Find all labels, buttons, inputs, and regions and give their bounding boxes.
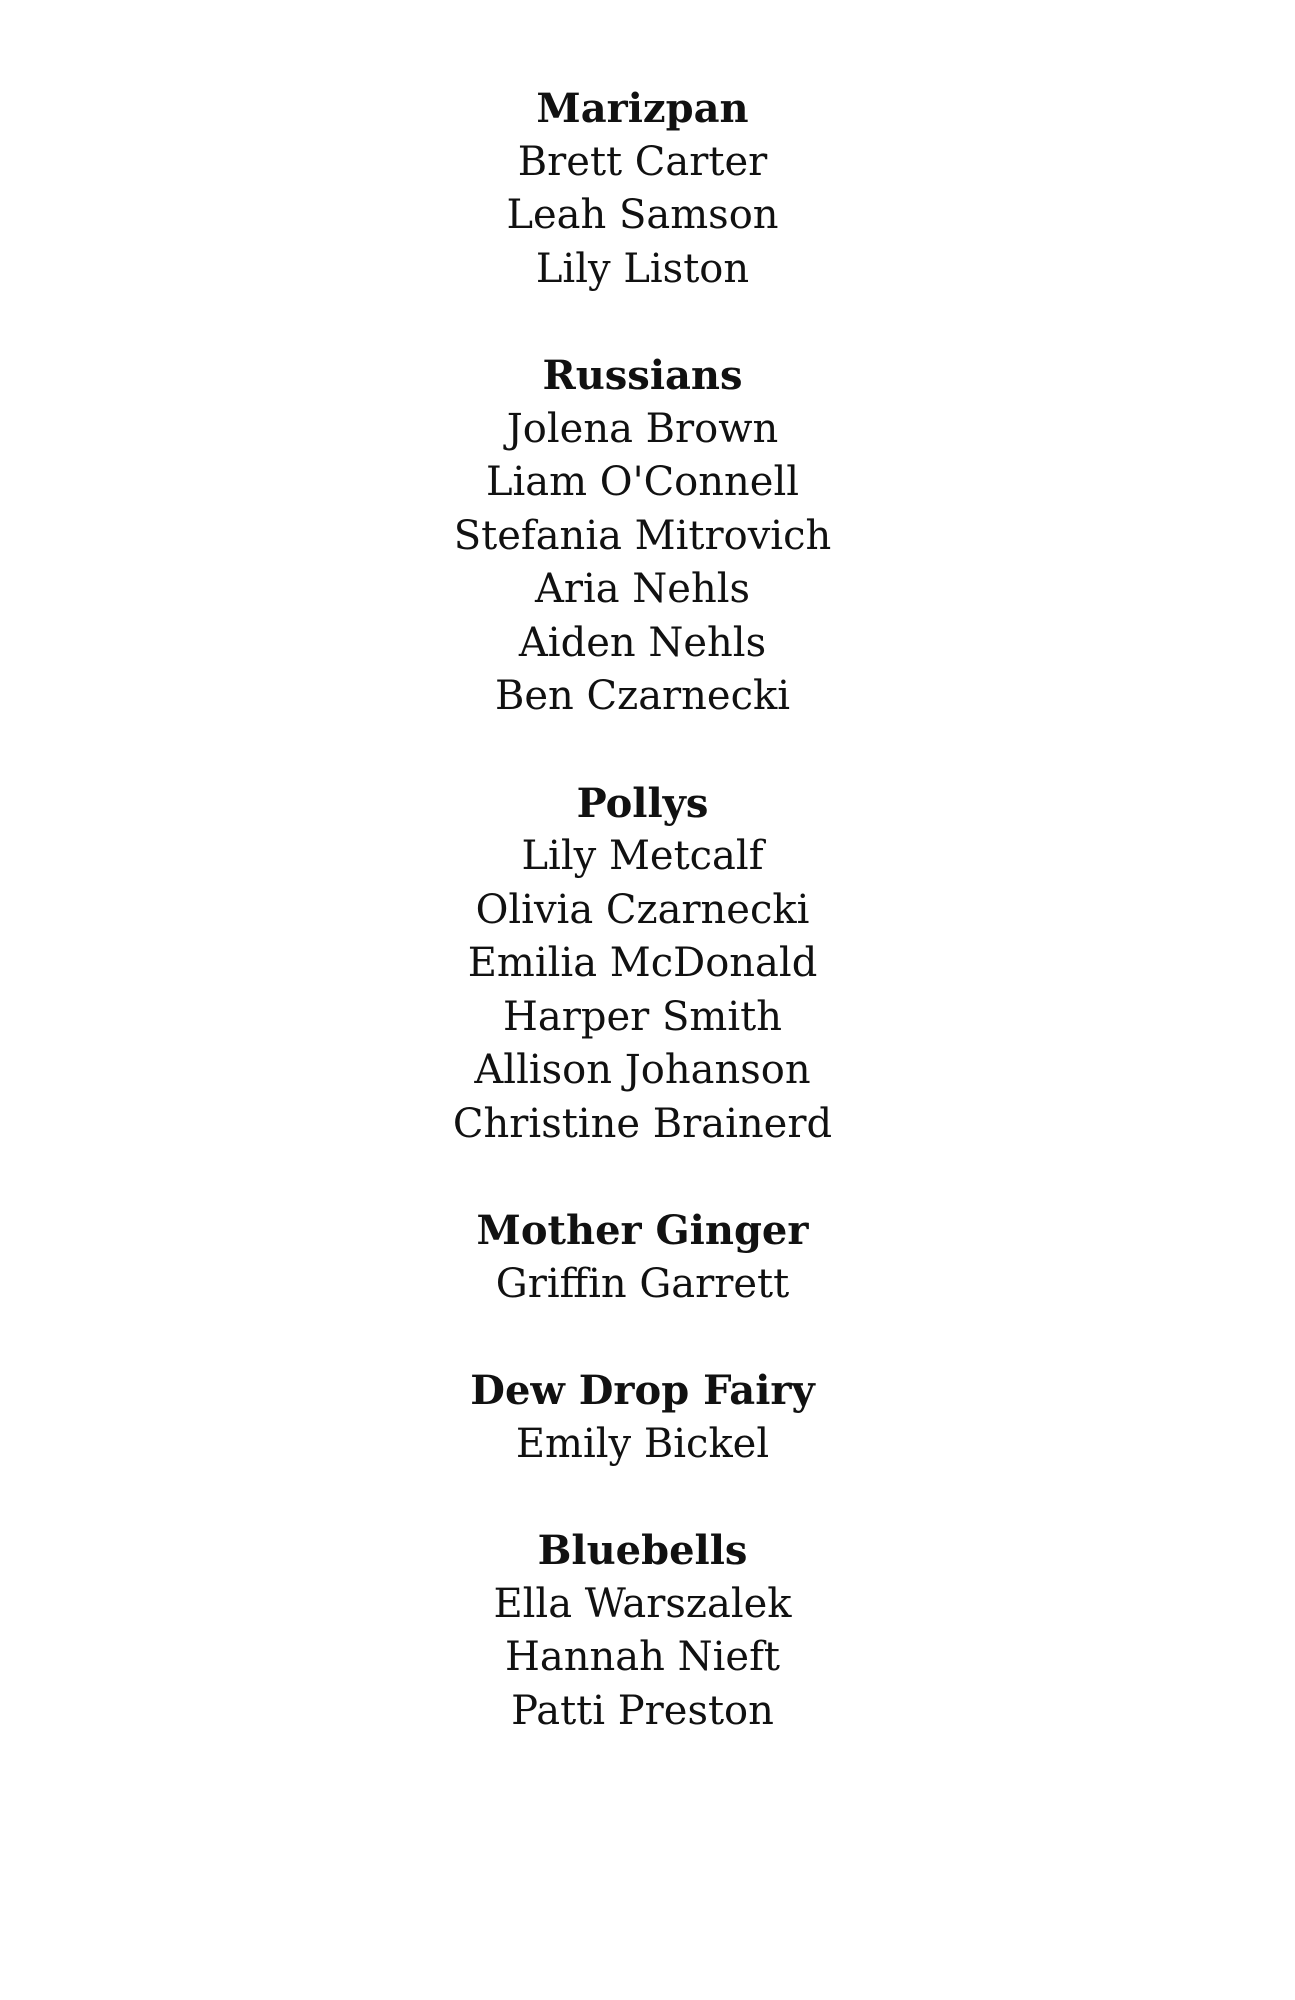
role-heading: Bluebells [537, 1527, 748, 1574]
cast-member-name: Allison Johanson [474, 1047, 811, 1093]
cast-member-name: Hannah Nieft [505, 1634, 780, 1680]
cast-group-russians [0, 349, 1285, 724]
cast-group-bluebells [0, 1524, 1285, 1738]
cast-member-name: Christine Brainerd [452, 1100, 833, 1147]
cast-group-mother-ginger [0, 1204, 1285, 1311]
cast-member-name: Emilia McDonald [467, 940, 818, 986]
cast-member-name: Liam O'Connell [485, 459, 800, 505]
cast-member-name: Lily Liston [535, 245, 750, 292]
role-heading: Mother Ginger [476, 1207, 809, 1254]
role-heading: Marizpan [536, 85, 749, 132]
cast-group-marizpan [0, 82, 1285, 296]
cast-member-name: Brett Carter [517, 138, 768, 185]
cast-member-name: Ben Czarnecki [494, 673, 791, 719]
cast-member-name: Aria Nehls [534, 566, 751, 612]
role-heading: Dew Drop Fairy [470, 1367, 815, 1414]
role-heading: Pollys [576, 779, 709, 827]
cast-member-name: Leah Samson [506, 192, 779, 238]
cast-member-name: Jolena Brown [506, 405, 779, 452]
cast-member-name: Patti Preston [511, 1687, 774, 1734]
cast-member-name: Aiden Nehls [518, 619, 767, 666]
cast-member-name: Lily Metcalf [521, 833, 764, 879]
cast-list [0, 82, 1285, 1791]
cast-member-name: Harper Smith [503, 993, 782, 1040]
cast-member-name: Emily Bickel [515, 1420, 770, 1467]
cast-group-dew-drop-fairy [0, 1364, 1285, 1471]
cast-member-name: Stefania Mitrovich [453, 512, 832, 559]
cast-group-pollys [0, 777, 1285, 1152]
role-heading: Russians [542, 352, 743, 399]
cast-member-name: Griffin Garrett [495, 1260, 790, 1307]
cast-member-name: Ella Warszalek [493, 1580, 792, 1627]
cast-member-name: Olivia Czarnecki [475, 886, 810, 933]
